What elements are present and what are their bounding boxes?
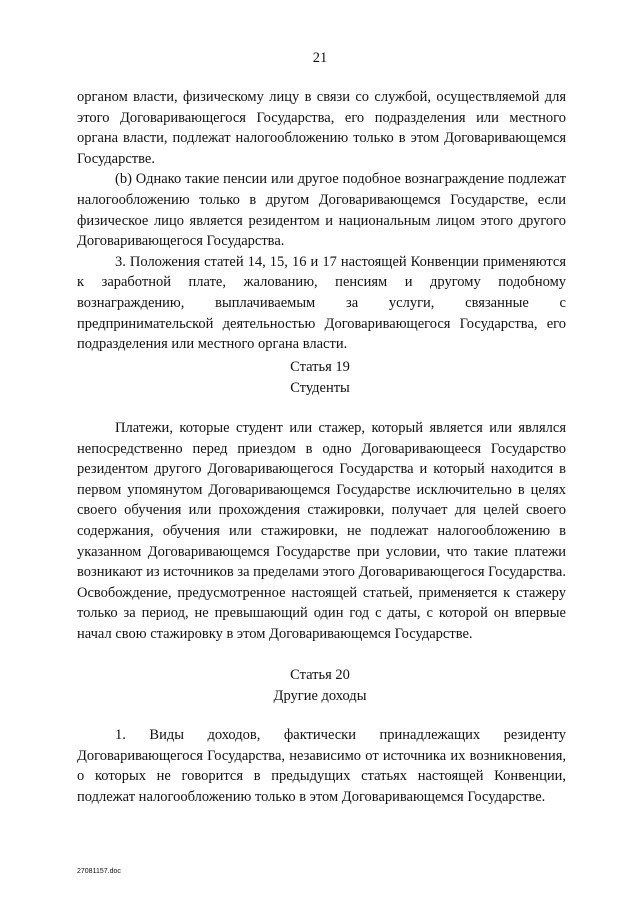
- article-number: Статья 20: [290, 667, 350, 683]
- paragraph: органом власти, физическому лицу в связи со службой, осуществляемой для этого Договаривающегося Государства, его подразделения или местного органа власти, подлежат налогообложению только в этом Договаривающемся Государстве.: [77, 89, 566, 167]
- paragraph: (b) Однако такие пенсии или другое подобное вознаграждение подлежат налогообложению только в другом Договаривающемся Государстве, если физическое лицо является резидентом и национальным лицом этого другого Договаривающегося Государства.: [77, 171, 566, 250]
- paragraph: 3. Положения статей 14, 15, 16 и 17 настоящей Конвенции применяются к заработной плате, жалованию, пенсиям и другому подобному вознаграждению, выплачиваемым за услуги, связанные с предпринимательской деятельностью Договаривающегося Государства, его подразделения или местного органа власти.: [77, 253, 566, 353]
- paragraph: Платежи, которые студент или стажер, который является или являлся непосредственно перед приездом в одно Договаривающееся Государство резидентом другого Договаривающегося Государства и который находится в первом упомянутом Договаривающемся Государстве исключительно в целях своего обучения или прохождения стажировки, получает для целей своего содержания, обучения или стажировки, не подлежат налогообложению в указанном Договаривающемся Государстве при условии, что такие платежи возникают из источников за пределами этого Договаривающегося Государства. Освобождение, предусмотренное настоящей статьей, применяется к стажеру только за период, не превышающий один год с даты, с которой он впервые начал свою стажировку в этом Договаривающемся Государстве.: [77, 420, 566, 642]
- paragraph: 1. Виды доходов, фактически принадлежащих резиденту Договаривающегося Государства, независимо от источника их возникновения, о которых не говорится в предыдущих статьях настоящей Конвенции, подлежат налогообложению только в этом Договаривающемся Государстве.: [77, 727, 566, 805]
- article-20-heading: [0, 665, 640, 706]
- article-title: Студенты: [290, 379, 350, 396]
- page-number: 21: [312, 50, 328, 66]
- text-block-article-18-continuation: [77, 87, 566, 355]
- text-block-article-20: [77, 725, 566, 807]
- article-19-heading: [0, 357, 640, 398]
- footer-filename: 27081157.doc: [77, 868, 121, 875]
- text-block-article-19: [77, 418, 566, 645]
- article-number: Статья 19: [290, 359, 350, 375]
- article-title: Другие доходы: [273, 687, 367, 704]
